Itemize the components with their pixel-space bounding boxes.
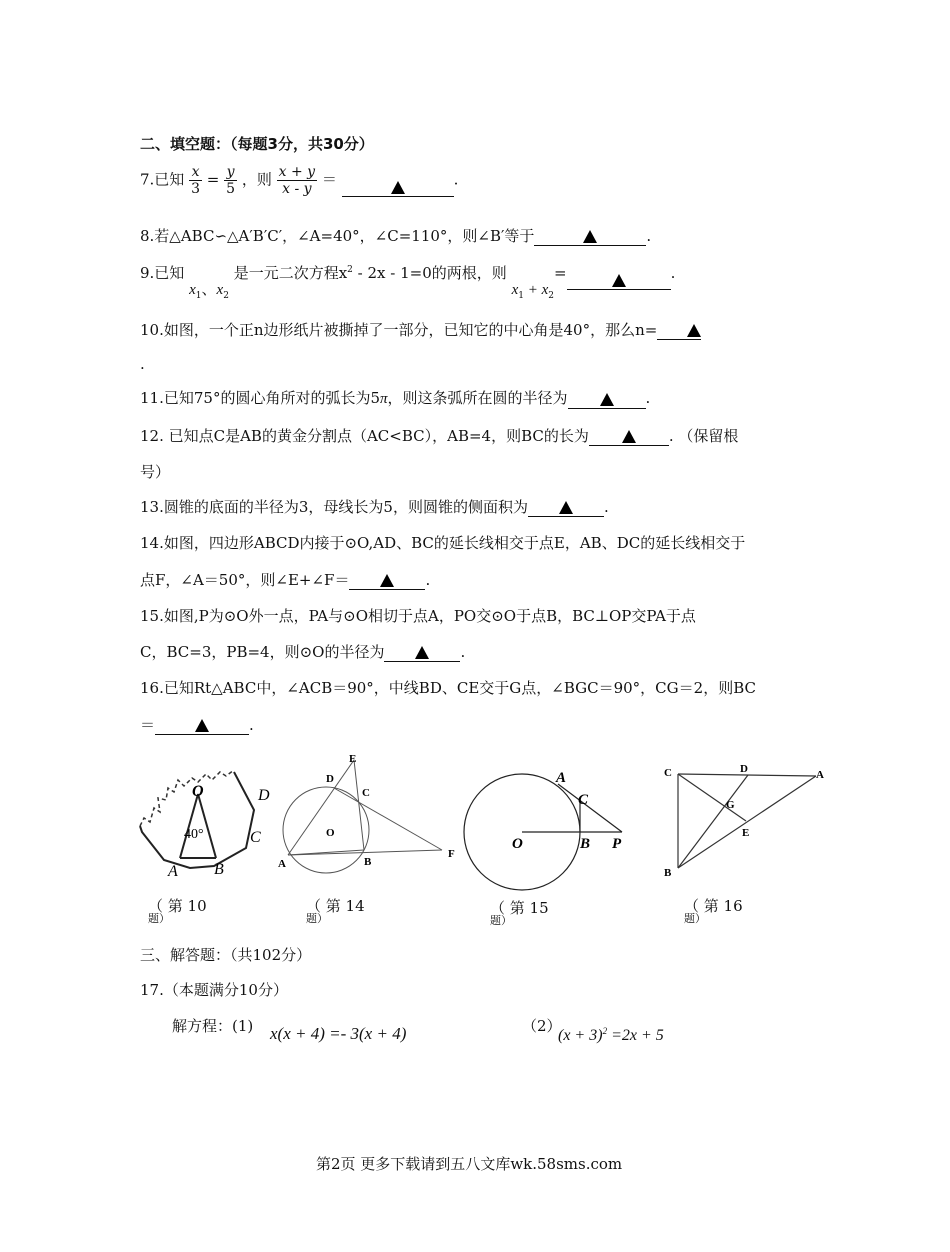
question-9: 9.已知 $x_1$、$x_2$ 是一元二次方程$x^2 - 2x - 1=0$的两根，则 $x_1 + x_2=$ . [140, 264, 676, 301]
answer-triangle-icon [559, 501, 573, 514]
q10-answer-blank [657, 321, 701, 340]
fig15-label-B: B [580, 836, 591, 852]
q16-answer-blank [155, 716, 249, 735]
question-11: 11.已知75°的圆心角所对的弧长为5π，则这条弧所在圆的半径为 . [140, 389, 651, 407]
q11-text: 11.已知75°的圆心角所对的弧长为5 [140, 389, 380, 407]
fig16-label-G: G [726, 799, 735, 811]
q11-answer-blank [568, 390, 646, 409]
q7-prefix: 7.已知 [140, 170, 185, 189]
fig16-label-D: D [740, 763, 748, 775]
fig15-caption: （ 第 15 [490, 899, 549, 917]
fig15-label-P: P [612, 836, 622, 852]
q17-label-1: 解方程：(1) [172, 1017, 254, 1035]
q9-mid: 是一元二次方程x [233, 264, 348, 282]
question-15-line2: C，BC=3，PB=4，则⊙O的半径为 . [140, 643, 466, 661]
fig14-label-O: O [326, 827, 335, 839]
answer-triangle-icon [415, 646, 429, 659]
fig10-label-D: D [258, 787, 270, 804]
q17-label-2: （2） [522, 1017, 562, 1035]
figure-16-right-triangle [660, 760, 835, 884]
question-13: 13.圆锥的底面的半径为3，母线长为5，则圆锥的侧面积为 . [140, 498, 609, 516]
fig16-label-E: E [742, 827, 750, 839]
q13-answer-blank [528, 498, 604, 517]
answer-triangle-icon [391, 181, 405, 194]
fig10-label-B: B [214, 861, 224, 878]
q14-line1: 14.如图，四边形ABCD内接于⊙O,AD、BC的延长线相交于点E，AB、DC的延长线相交于 [140, 534, 746, 552]
q15-line1: 15.如图,P为⊙O外一点，PA与⊙O相切于点A，PO交⊙O于点B，BC⊥OP交PA于点 [140, 607, 696, 625]
fig15-label-O: O [512, 836, 523, 852]
fig10-label-A: A [168, 863, 178, 880]
question-10 [140, 320, 701, 340]
section-title-fill-in: 二、填空题：（每题3分，共30分） [140, 135, 374, 153]
fig16-label-C: C [664, 767, 672, 779]
fig16-label-A: A [816, 769, 824, 781]
q12-answer-blank [589, 427, 669, 446]
q7-equals-2: ＝ [321, 170, 337, 189]
fig10-label-O: O [192, 783, 204, 800]
q9-sum: $x_1 + x_2$ [511, 282, 554, 301]
q7-fraction-x3: $\frac{x}{3}$ [191, 164, 201, 197]
question-7: 7.已知 $\frac{x}{3}$ = $\frac{y}{5}$ ，则 $\frac{x + y}{x - y}$ ＝ . [140, 164, 459, 197]
figure-10-polygon [134, 770, 284, 880]
question-8: 8.若△ABC∽△A′B′C′，∠A=40°，∠C=110°，则∠B′等于 . [140, 227, 652, 245]
fig10-caption: （ 第 10 [148, 897, 207, 915]
q7-fraction-y5: $\frac{y}{5}$ [226, 164, 236, 197]
answer-triangle-icon [612, 274, 626, 287]
fig14-label-B: B [364, 856, 372, 868]
q13-text: 13.圆锥的底面的半径为3，母线长为5，则圆锥的侧面积为 [140, 498, 528, 516]
q8-answer-blank [534, 227, 646, 246]
q9-prefix: 9.已知 [140, 264, 185, 282]
answer-triangle-icon [195, 719, 209, 732]
fig10-caption-2: 题） [148, 912, 170, 925]
q17-equation-2: $(x + 3)^2 =2x + 5$ [558, 1026, 664, 1044]
fig14-label-C: C [362, 787, 370, 799]
q12-line2: 号） [140, 463, 171, 481]
fig16-label-B: B [664, 867, 672, 879]
q7-answer-blank [342, 178, 454, 197]
q9-answer-blank [567, 271, 671, 290]
answer-triangle-icon [687, 324, 701, 337]
q12-text: 12. 已知点C是AB的黄金分割点（AC<BC），AB=4，则BC的长为 [140, 427, 589, 445]
fig14-label-E: E [349, 753, 357, 765]
question-16-line2: ＝ . [140, 716, 254, 734]
q11-pi: π [380, 391, 388, 407]
answer-triangle-icon [583, 230, 597, 243]
fig16-caption: （ 第 16 [684, 897, 743, 915]
fig14-caption: （ 第 14 [306, 897, 365, 915]
q17-title: 17.（本题满分10分） [140, 981, 288, 999]
fig14-label-D: D [326, 773, 334, 785]
fig14-caption-2: 题） [306, 912, 328, 925]
question-12: 12. 已知点C是AB的黄金分割点（AC<BC），AB=4，则BC的长为 . （保留根 [140, 427, 739, 445]
q10-text: 10.如图，一个正n边形纸片被撕掉了一部分，已知它的中心角是40°，那么n= [140, 321, 658, 339]
fig15-label-A: A [556, 770, 567, 786]
q7-equals: = [206, 170, 220, 189]
q10-end: . [140, 355, 145, 373]
q7-fraction-ratio: $\frac{x + y}{x - y}$ [278, 164, 316, 197]
page-footer: 第2页 更多下载请到五八文库wk.58sms.com [316, 1155, 623, 1173]
q9-rest: - 2x - 1=0的两根，则 [352, 264, 507, 282]
fig16-caption-2: 题） [684, 912, 706, 925]
q17-equation-1: x(x + 4) =- 3(x + 4) [270, 1024, 407, 1043]
answer-triangle-icon [622, 430, 636, 443]
fig15-caption-2: 题） [490, 914, 512, 927]
q9-roots: $x_1$、$x_2$ [189, 280, 229, 301]
fig10-label-C: C [250, 829, 261, 846]
q14-answer-blank [349, 571, 425, 590]
fig14-label-A: A [278, 858, 286, 870]
figure-15-tangent-circle [462, 764, 638, 894]
fig15-label-C: C [578, 792, 589, 808]
answer-triangle-icon [380, 574, 394, 587]
q16-line1: 16.已知Rt△ABC中，∠ACB＝90°，中线BD、CE交于G点，∠BGC＝90°，CG＝2，则BC [140, 679, 756, 697]
fig14-label-F: F [448, 848, 455, 860]
figure-14-cyclic-quadrilateral [276, 752, 466, 882]
question-14-line2: 点F，∠A＝50°，则∠E+∠F＝ . [140, 571, 431, 589]
fig10-angle-label: 40° [184, 827, 204, 842]
answer-triangle-icon [600, 393, 614, 406]
q15-answer-blank [384, 643, 460, 662]
q8-text: 8.若△ABC∽△A′B′C′，∠A=40°，∠C=110°，则∠B′等于 [140, 227, 535, 245]
section-title-solutions: 三、解答题：（共102分） [140, 946, 312, 964]
q7-mid: ，则 [241, 170, 272, 189]
